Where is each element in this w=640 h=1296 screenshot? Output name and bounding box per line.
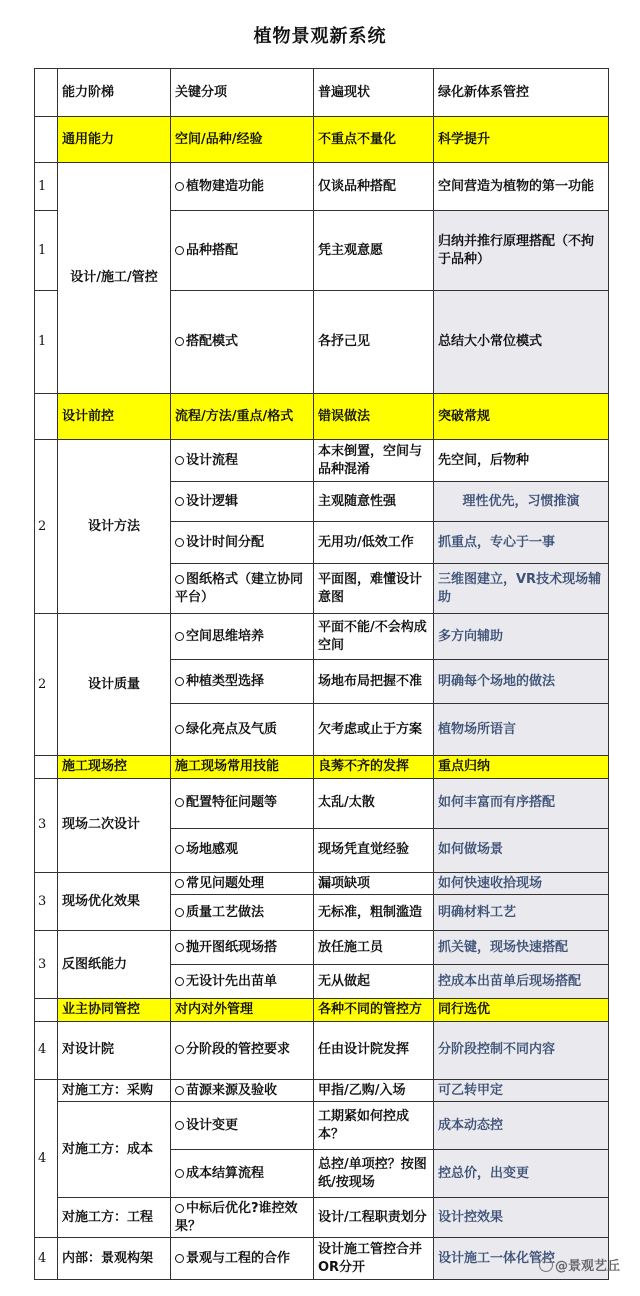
circle-bullet-icon xyxy=(175,677,184,686)
table-row xyxy=(35,614,609,660)
level-number: 4 xyxy=(35,1021,58,1079)
status-cell: 现场凭直觉经验 xyxy=(314,828,434,872)
status-cell: 设计施工管控合并OR分开 xyxy=(314,1238,434,1280)
page-title: 植物景观新系统 xyxy=(253,26,387,47)
mgmt-cell: 如何做场景 xyxy=(434,828,609,872)
ability-cell: 现场优化效果 xyxy=(58,872,171,931)
status-cell: 无标准，粗制滥造 xyxy=(314,895,434,931)
status-cell: 放任施工员 xyxy=(314,931,434,965)
key-item: 成本结算流程 xyxy=(186,1165,265,1181)
section-goal: 突破常规 xyxy=(434,394,609,440)
status-cell: 仅谈品种搭配 xyxy=(314,163,434,211)
section-title: 设计前控 xyxy=(58,394,171,440)
watermark xyxy=(539,1255,620,1274)
key-item: 搭配模式 xyxy=(186,334,239,350)
mgmt-cell: 如何丰富而有序搭配 xyxy=(434,778,609,828)
level-number: 1 xyxy=(35,163,58,211)
level-number: 3 xyxy=(35,872,58,931)
level-number: 1 xyxy=(35,211,58,291)
table-row xyxy=(35,440,609,482)
ability-cell: 内部：景观构架 xyxy=(58,1238,171,1280)
circle-bullet-icon xyxy=(175,575,184,584)
mgmt-cell: 明确材料工艺 xyxy=(434,895,609,931)
key-item: 绿化亮点及气质 xyxy=(186,721,278,737)
ability-cell: 设计质量 xyxy=(58,614,171,756)
circle-bullet-icon xyxy=(175,879,184,888)
level-number: 2 xyxy=(35,440,58,614)
mgmt-cell: 空间营造为植物的第一功能 xyxy=(434,163,609,211)
key-item: 空间思维培养 xyxy=(186,628,265,644)
level-number: 3 xyxy=(35,778,58,872)
ability-cell: 现场二次设计 xyxy=(58,778,171,872)
watermark-text: @景观艺丘 xyxy=(554,1259,620,1274)
section-row xyxy=(35,394,609,440)
circle-bullet-icon xyxy=(175,456,184,465)
circle-bullet-icon xyxy=(175,1204,184,1213)
status-cell: 甲指/乙购/入场 xyxy=(314,1079,434,1102)
table-row xyxy=(35,1102,609,1150)
section-goal: 同行选优 xyxy=(434,999,609,1022)
section-key: 流程/方法/重点/格式 xyxy=(171,394,314,440)
mgmt-cell: 控总价，出变更 xyxy=(434,1150,609,1198)
mgmt-cell: 设计施工一体化管控 xyxy=(434,1238,609,1280)
table-row xyxy=(35,872,609,895)
watermark-logo-icon xyxy=(539,1258,553,1272)
header-cell: 能力阶梯 xyxy=(58,69,171,117)
circle-bullet-icon xyxy=(175,845,184,854)
table-row xyxy=(35,931,609,965)
section-title: 通用能力 xyxy=(58,117,171,163)
mgmt-cell: 明确每个场地的做法 xyxy=(434,660,609,704)
circle-bullet-icon xyxy=(175,798,184,807)
key-item: 常见问题处理 xyxy=(186,875,265,891)
status-cell: 本末倒置，空间与品种混淆 xyxy=(314,440,434,482)
circle-bullet-icon xyxy=(175,1254,184,1263)
section-key: 对内对外管理 xyxy=(171,999,314,1022)
ability-cell: 对施工方：采购 xyxy=(58,1079,171,1102)
status-cell: 漏项缺项 xyxy=(314,872,434,895)
circle-bullet-icon xyxy=(175,497,184,506)
ability-cell: 设计方法 xyxy=(58,440,171,614)
section-title: 业主协同管控 xyxy=(58,999,171,1022)
section-row xyxy=(35,999,609,1022)
ability-cell: 反图纸能力 xyxy=(58,931,171,999)
level-number: 1 xyxy=(35,291,58,394)
circle-bullet-icon xyxy=(175,182,184,191)
mgmt-cell: 多方向辅助 xyxy=(434,614,609,660)
key-item: 植物建造功能 xyxy=(186,178,265,194)
section-key: 空间/品种/经验 xyxy=(171,117,314,163)
header-cell: 普遍现状 xyxy=(314,69,434,117)
section-status: 良莠不齐的发挥 xyxy=(314,756,434,779)
key-item: 设计流程 xyxy=(186,452,239,468)
section-status: 不重点不量化 xyxy=(314,117,434,163)
section-row xyxy=(35,756,609,779)
section-goal: 重点归纳 xyxy=(434,756,609,779)
status-cell: 各抒己见 xyxy=(314,291,434,394)
ability-cell: 对设计院 xyxy=(58,1021,171,1079)
section-row xyxy=(35,117,609,163)
mgmt-cell: 设计控效果 xyxy=(434,1198,609,1238)
table-row xyxy=(35,778,609,828)
circle-bullet-icon xyxy=(175,1121,184,1130)
mgmt-cell: 成本动态控 xyxy=(434,1102,609,1150)
key-item: 设计逻辑 xyxy=(186,493,239,509)
key-item: 设计时间分配 xyxy=(186,534,265,550)
status-cell: 太乱/太散 xyxy=(314,778,434,828)
status-cell: 设计/工程职责划分 xyxy=(314,1198,434,1238)
level-number: 3 xyxy=(35,931,58,999)
circle-bullet-icon xyxy=(175,632,184,641)
level-number: 2 xyxy=(35,614,58,756)
mgmt-cell: 总结大小常位模式 xyxy=(434,291,609,394)
mgmt-cell: 分阶段控制不同内容 xyxy=(434,1021,609,1079)
key-item: 无设计先出苗单 xyxy=(186,973,278,989)
mgmt-cell: 如何快速收拾现场 xyxy=(434,872,609,895)
key-item: 场地感观 xyxy=(186,842,239,858)
mgmt-cell: 抓关键，现场快速搭配 xyxy=(434,931,609,965)
mgmt-cell: 控成本出苗单后现场搭配 xyxy=(434,965,609,999)
circle-bullet-icon xyxy=(175,538,184,547)
key-item: 品种搭配 xyxy=(186,242,239,258)
header-cell: 关键分项 xyxy=(171,69,314,117)
status-cell: 任由设计院发挥 xyxy=(314,1021,434,1079)
status-cell: 无用功/低效工作 xyxy=(314,522,434,564)
ability-cell: 对施工方：成本 xyxy=(58,1102,171,1198)
mgmt-cell: 理性优先，习惯推演 xyxy=(434,482,609,522)
key-item: 分阶段的管控要求 xyxy=(186,1042,291,1058)
key-item: 景观与工程的合作 xyxy=(186,1251,291,1266)
table-row xyxy=(35,1198,609,1238)
status-cell: 平面图，难懂设计意图 xyxy=(314,564,434,614)
table-row xyxy=(35,1079,609,1102)
key-item: 质量工艺做法 xyxy=(186,904,265,920)
ability-cell: 设计/施工/管控 xyxy=(58,163,171,394)
mgmt-cell: 先空间，后物种 xyxy=(434,440,609,482)
circle-bullet-icon xyxy=(175,943,184,952)
circle-bullet-icon xyxy=(175,337,184,346)
key-item: 中标后优化?谁控效果？ xyxy=(175,1201,298,1234)
status-cell: 场地布局把握不准 xyxy=(314,660,434,704)
key-item: 图纸格式（建立协同平台） xyxy=(175,571,304,605)
circle-bullet-icon xyxy=(175,1169,184,1178)
status-cell: 平面不能/不会构成空间 xyxy=(314,614,434,660)
key-item: 设计变更 xyxy=(186,1117,239,1133)
key-item: 种植类型选择 xyxy=(186,673,265,689)
status-cell: 总控/单项控？按图纸/按现场 xyxy=(314,1150,434,1198)
mgmt-cell: 植物场所语言 xyxy=(434,704,609,756)
status-cell: 欠考虑或止于方案 xyxy=(314,704,434,756)
circle-bullet-icon xyxy=(175,1045,184,1054)
header-blank xyxy=(35,69,58,117)
status-cell: 凭主观意愿 xyxy=(314,211,434,291)
key-item: 抛开图纸现场搭 xyxy=(186,939,278,955)
section-title: 施工现场控 xyxy=(58,756,171,779)
table-row xyxy=(35,1021,609,1079)
table-row xyxy=(35,163,609,211)
circle-bullet-icon xyxy=(175,908,184,917)
header-cell: 绿化新体系管控 xyxy=(434,69,609,117)
circle-bullet-icon xyxy=(175,1086,184,1095)
circle-bullet-icon xyxy=(175,246,184,255)
status-cell: 工期紧如何控成本？ xyxy=(314,1102,434,1150)
section-goal: 科学提升 xyxy=(434,117,609,163)
section-key: 施工现场常用技能 xyxy=(171,756,314,779)
level-number: 4 xyxy=(35,1079,58,1238)
table-row xyxy=(35,1238,609,1280)
mgmt-cell: 三维图建立，VR技术现场辅助 xyxy=(434,564,609,614)
header-row xyxy=(35,69,609,117)
circle-bullet-icon xyxy=(175,725,184,734)
key-item: 苗源来源及验收 xyxy=(186,1082,278,1098)
status-cell: 主观随意性强 xyxy=(314,482,434,522)
status-cell: 无从做起 xyxy=(314,965,434,999)
section-status: 各种不同的管控方 xyxy=(314,999,434,1022)
circle-bullet-icon xyxy=(175,977,184,986)
key-item: 配置特征问题等 xyxy=(186,795,278,811)
mgmt-cell: 可乙转甲定 xyxy=(434,1079,609,1102)
mgmt-cell: 抓重点，专心于一事 xyxy=(434,522,609,564)
mgmt-cell: 归纳并推行原理搭配（不拘于品种） xyxy=(434,211,609,291)
level-number: 4 xyxy=(35,1238,58,1280)
section-status: 错误做法 xyxy=(314,394,434,440)
system-table xyxy=(34,68,609,1280)
ability-cell: 对施工方：工程 xyxy=(58,1198,171,1238)
